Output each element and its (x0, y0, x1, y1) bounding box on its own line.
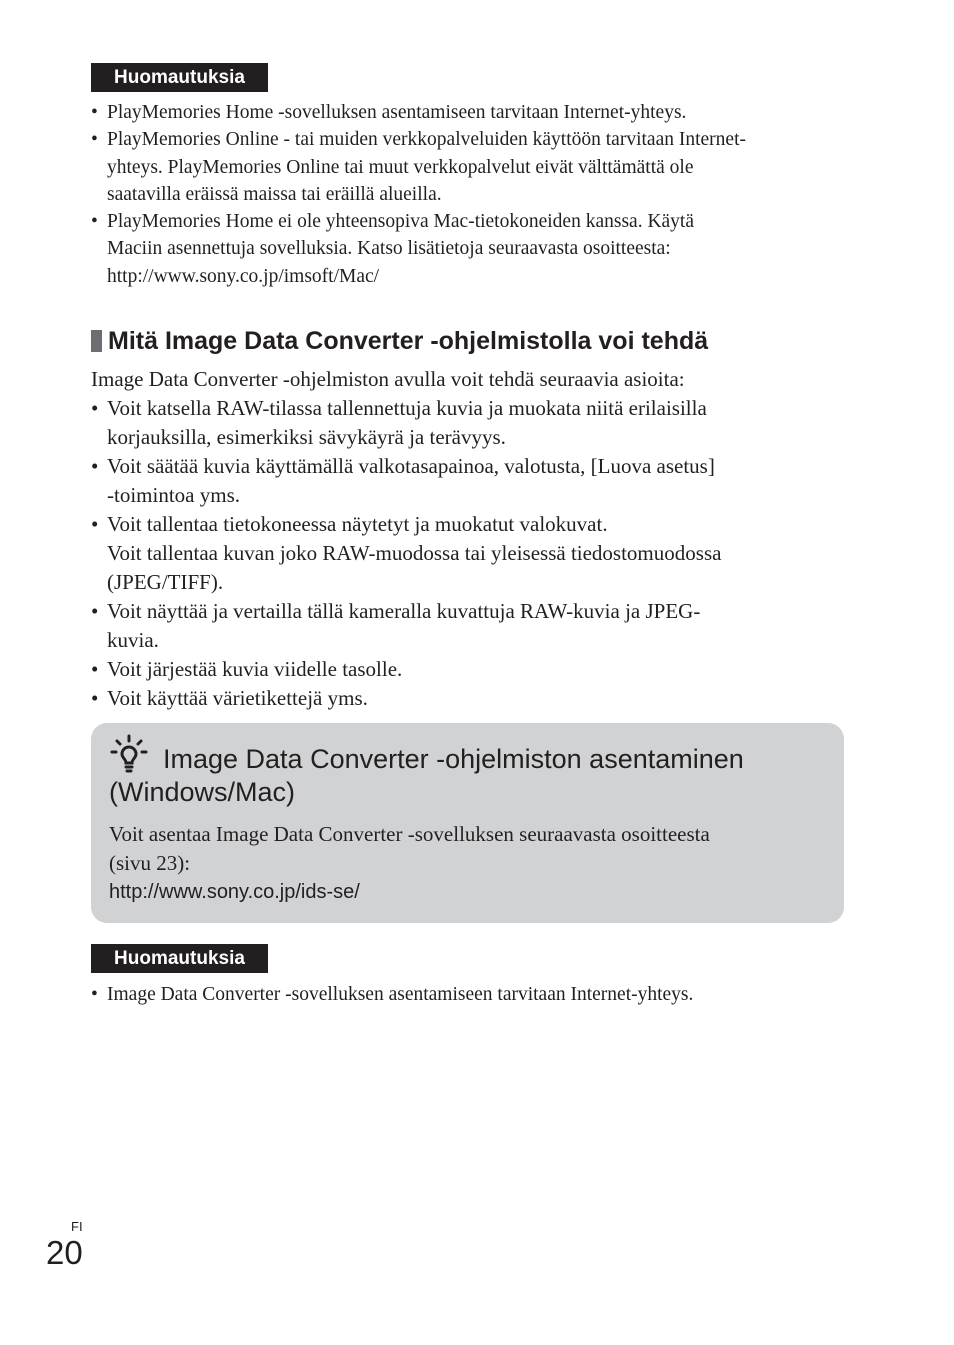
list-item (91, 510, 831, 597)
list-item-line: Voit tallentaa kuvan joko RAW-muodossa tai yleisessä tiedostomuodossa (107, 541, 722, 565)
list-item (91, 99, 851, 126)
list-item-line: kuvia. (107, 628, 159, 652)
notes-label: Huomautuksia (91, 944, 268, 973)
list-item-line: • Voit tallentaa tietokoneessa näytetyt ja muokatut valokuvat. (107, 512, 608, 536)
list-item (91, 208, 851, 290)
hint-text (109, 820, 829, 878)
list-item (91, 126, 851, 208)
list-item-line: saatavilla eräissä maissa tai eräillä alueilla. (107, 183, 442, 205)
list-item (91, 655, 831, 684)
section-heading-text: Mitä Image Data Converter -ohjelmistolla voi tehdä (108, 327, 709, 355)
hint-box (91, 723, 844, 923)
list-item-line: • Image Data Converter -sovelluksen asentamiseen tarvitaan Internet-yhteys. (107, 984, 694, 1005)
features-list (91, 394, 831, 713)
list-item-line: • Voit katsella RAW-tilassa tallennettuja kuvia ja muokata niitä erilaisilla (107, 396, 707, 420)
list-item-line: • Voit järjestää kuvia viidelle tasolle. (107, 657, 403, 681)
list-item-line: • Voit näyttää ja vertailla tällä kameralla kuvattuja RAW-kuvia ja JPEG- (107, 599, 701, 623)
list-item-line: Maciin asennettuja sovelluksia. Katso lisätietoja seuraavasta osoitteesta: (107, 238, 671, 260)
list-item-line: -toimintoa yms. (107, 483, 240, 507)
notes-label: Huomautuksia (91, 63, 268, 92)
page-number: 20 (46, 1234, 83, 1271)
section-intro: Image Data Converter -ohjelmiston avulla voit tehdä seuraavia asioita: (91, 367, 685, 391)
notes-list (91, 99, 851, 290)
language-code: FI (71, 1219, 83, 1234)
heading-marker (91, 330, 102, 352)
list-item (91, 394, 831, 452)
hint-text-line: Voit asentaa Image Data Converter -sovelluksen seuraavasta osoitteesta (109, 822, 710, 846)
list-item-line: (JPEG/TIFF). (107, 570, 224, 594)
list-item-line: • PlayMemories Home ei ole yhteensopiva Mac-tietokoneiden kanssa. Käytä (107, 211, 694, 233)
notes-list (91, 981, 851, 1008)
list-item-line: http://www.sony.co.jp/imsoft/Mac/ (107, 265, 380, 287)
list-item (91, 597, 831, 655)
list-item (91, 452, 831, 510)
list-item (91, 684, 831, 713)
list-item-line: korjauksilla, esimerkiksi sävykäyrä ja terävyys. (107, 425, 506, 449)
list-item-line: • PlayMemories Home -sovelluksen asentamiseen tarvitaan Internet-yhteys. (107, 102, 687, 123)
list-item-line: • Voit käyttää värietikettejä yms. (107, 686, 368, 710)
list-item-line: yhteys. PlayMemories Online tai muut verkkopalvelut eivät välttämättä ole (107, 156, 694, 178)
hint-title-line: Image Data Converter -ohjelmiston asentaminen (163, 744, 744, 774)
list-item (91, 981, 851, 1008)
section-heading (91, 325, 708, 357)
hint-text-line: (sivu 23): (109, 851, 191, 875)
list-item-line: • Voit säätää kuvia käyttämällä valkotasapainoa, valotusta, [Luova asetus] (107, 454, 715, 478)
hint-title (109, 743, 829, 809)
hint-title-line: (Windows/Mac) (109, 777, 296, 807)
hint-url: http://www.sony.co.jp/ids-se/ (109, 881, 360, 903)
list-item-line: • PlayMemories Online - tai muiden verkkopalveluiden käyttöön tarvitaan Internet- (107, 129, 746, 151)
